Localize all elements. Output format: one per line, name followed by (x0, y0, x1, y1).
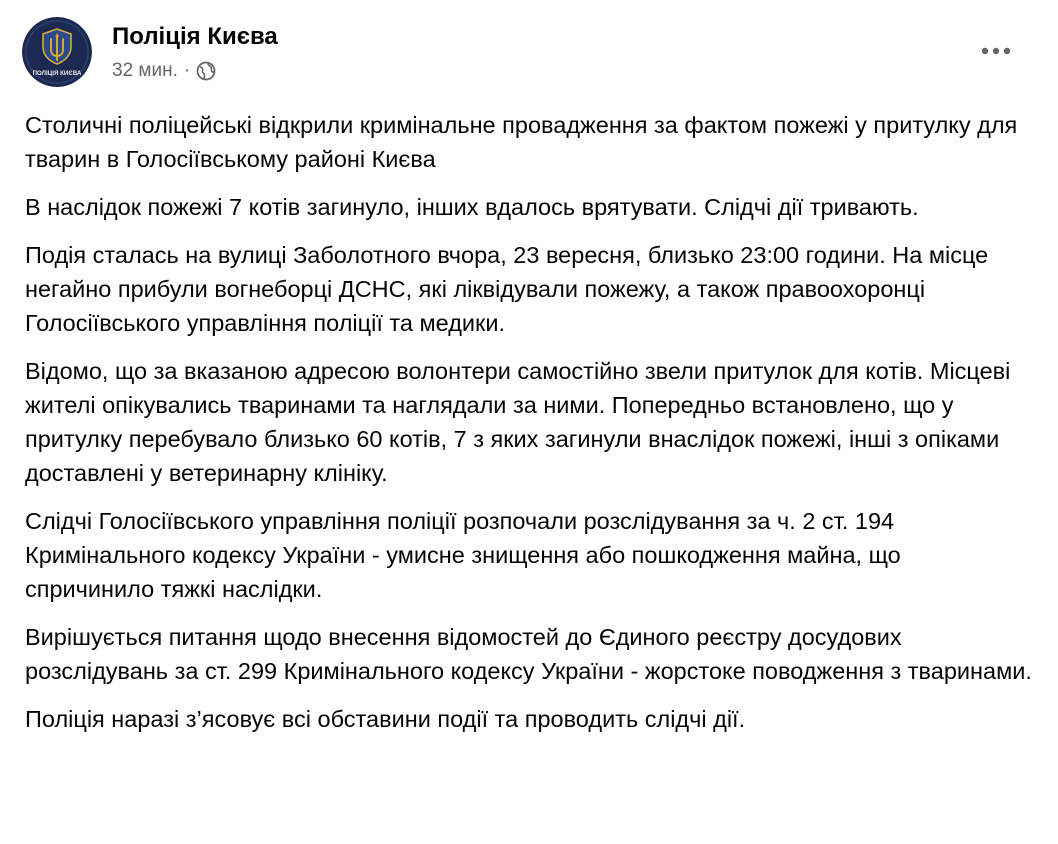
meta-separator: · (183, 60, 191, 81)
more-options-button[interactable] (966, 29, 1026, 73)
page-avatar[interactable] (22, 17, 92, 87)
post-paragraph: Відомо, що за вказаною адресою волонтери самостійно звели притулок для котів. Місцеві жителі опікувались тваринами та наглядали за ними. Попередньо встановлено, що у притулку перебувало близько 60 котів, 7 з яких загинули внаслідок пожежі, інші з опіками доставлені у ветеринарну клініку. (25, 358, 1011, 486)
post-paragraph: Подія сталась на вулиці Заболотного вчора, 23 вересня, близько 23:00 години. На місце негайно прибули вогнеборці ДСНС, які ліквідували пожежу, а також правоохоронці Голосіївського управління поліції та медики. (25, 242, 989, 336)
post-paragraph: Поліція наразі з’ясовує всі обставини події та проводить слідчі дії. (25, 706, 746, 732)
post-meta (112, 60, 216, 82)
page-name-link[interactable]: Поліція Києва (112, 23, 278, 50)
more-horizontal-icon (981, 47, 1011, 55)
avatar-caption: ПОЛІЦІЯ КИЄВА (32, 70, 82, 77)
globe-icon[interactable] (196, 61, 216, 81)
post-header (22, 17, 1042, 89)
post-paragraph: Слідчі Голосіївського управління поліції розпочали розслідування за ч. 2 ст. 194 Кримінального кодексу України - умисне знищення або пошкодження майна, що спричинило тяжкі наслідки. (25, 508, 901, 602)
post-text (25, 108, 1035, 750)
post-paragraph: В наслідок пожежі 7 котів загинуло, інших вдалось врятувати. Слідчі дії тривають. (25, 194, 919, 220)
post-paragraph: Вирішується питання щодо внесення відомостей до Єдиного реєстру досудових розслідувань за ст. 299 Кримінального кодексу України - жорстоке поводження з тваринами. (25, 624, 1032, 684)
post-timestamp[interactable]: 32 мин. (112, 60, 178, 81)
police-emblem-icon (22, 17, 92, 87)
post-paragraph: Столичні поліцейські відкрили кримінальне провадження за фактом пожежі у притулку для тварин в Голосіївському районі Києва (25, 112, 1018, 172)
